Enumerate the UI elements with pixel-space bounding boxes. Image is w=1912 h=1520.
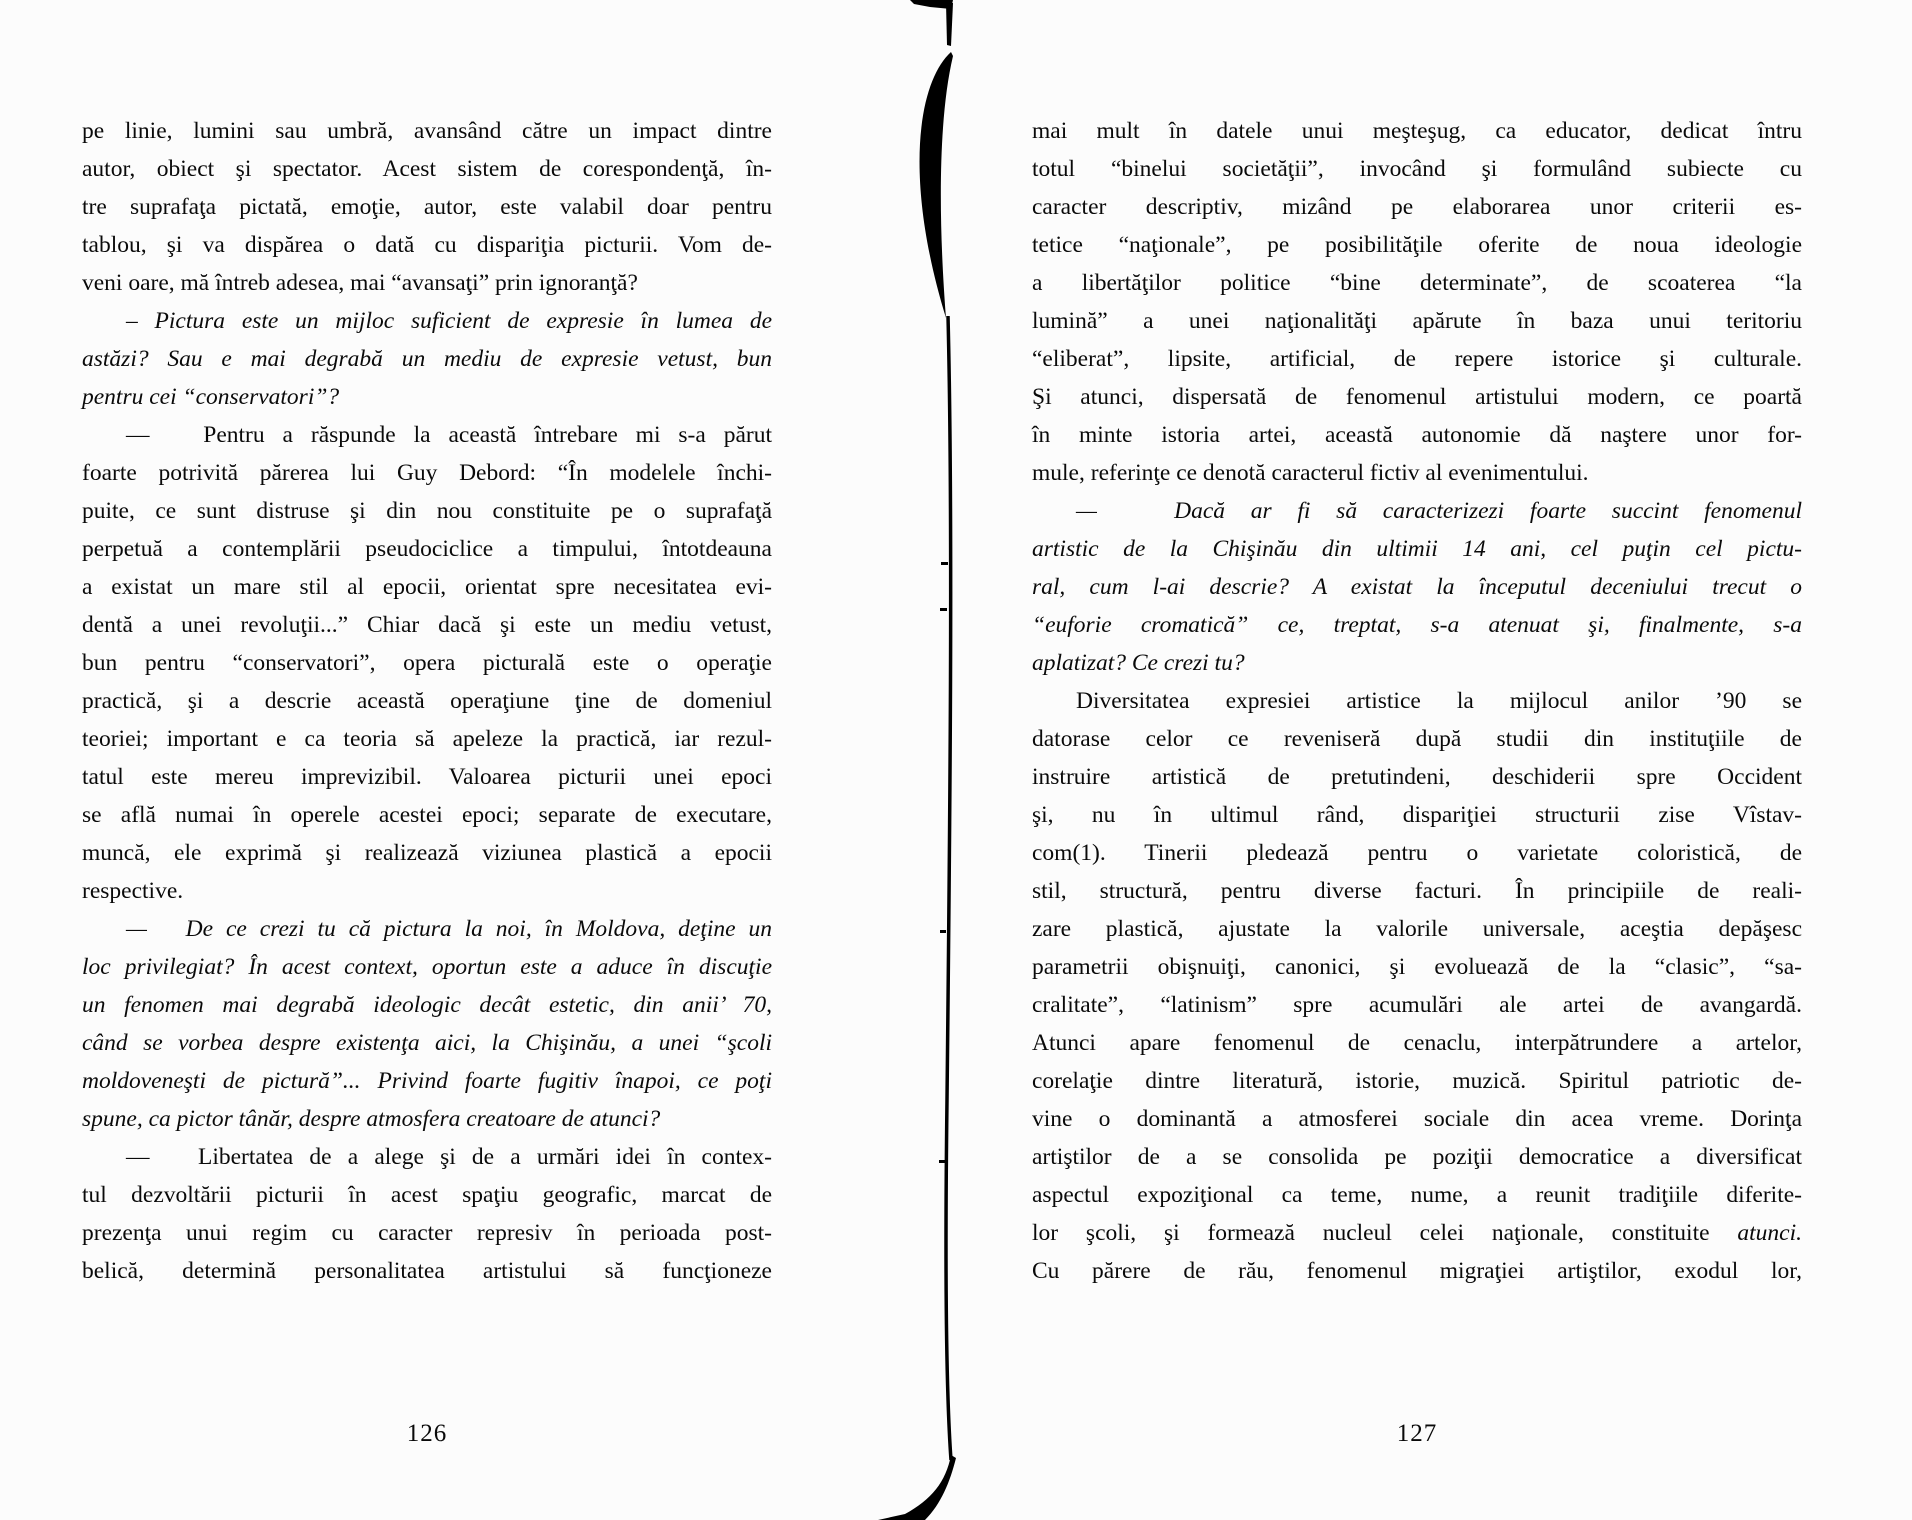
text-line: prezenţa unui regim cu caracter represiv în perioada post- (82, 1220, 772, 1246)
text-line: muncă, ele exprimă şi realizează viziunea plastică a epocii (82, 840, 772, 866)
paragraph (82, 910, 772, 1138)
text-line: – Pictura este un mijloc suficient de expresie în lumea de (126, 308, 772, 334)
text-line: pentru cei “conservatori”? (82, 384, 340, 410)
text-line: astăzi? Sau e mai degrabă un mediu de expresie vetust, bun (82, 346, 772, 372)
text-line: datorase celor ce reveniseră după studii din instituţiile de (1032, 726, 1802, 752)
paragraph (1032, 492, 1802, 682)
text-segment: lor şcoli, şi formează nucleul celei naţionale, constituite (1032, 1220, 1738, 1246)
text-line: totul “binelui societăţii”, invocând şi formulând subiecte cu (1032, 156, 1802, 182)
text-line: parametrii obişnuiţi, canonici, şi evoluează de la “clasic”, “sa- (1032, 954, 1802, 980)
text-line: tre suprafaţa pictată, emoţie, autor, este valabil doar pentru (82, 194, 772, 220)
text-line: moldoveneşti de pictură”... Privind foarte fugitiv înapoi, ce poţi (82, 1068, 772, 1094)
text-line: lumină” a unei naţionalităţi apărute în baza unui teritoriu (1032, 308, 1802, 334)
text-line: se află numai în operele acestei epoci; separate de executare, (82, 802, 772, 828)
text-line: când se vorbea despre existenţa aici, la Chişinău, a unei “şcoli (82, 1030, 772, 1056)
text-line: caracter descriptiv, mizând pe elaborarea unor criterii es- (1032, 194, 1802, 220)
text-line: mai mult în datele unui meşteşug, ca educator, dedicat întru (1032, 118, 1802, 144)
text-line: tul dezvoltării picturii în acest spaţiu geografic, marcat de (82, 1182, 772, 1208)
text-line: teoriei; important e ca teoria să apeleze la practică, iar rezul- (82, 726, 772, 752)
text-line: ral, cum l-ai descrie? A existat la începutul deceniului trecut o (1032, 574, 1802, 600)
text-line: corelaţie dintre literatură, istorie, muzică. Spiritul patriotic de- (1032, 1068, 1802, 1094)
text-line: şi, nu în ultimul rând, dispariţiei structurii zise Vîstav- (1032, 802, 1802, 828)
text-line: tablou, şi va dispărea o dată cu dispariţia picturii. Vom de- (82, 232, 772, 258)
gutter-fold-line (946, 316, 951, 1460)
text-line: aplatizat? Ce crezi tu? (1032, 650, 1245, 676)
text-line: pe linie, lumini sau umbră, avansând către un impact dintre (82, 118, 772, 144)
text-line: vine o dominantă a atmosferei sociale din acea vreme. Dorinţa (1032, 1106, 1802, 1132)
text-line: com(1). Tinerii pledează pentru o varietate coloristică, de (1032, 840, 1802, 866)
text-line: puite, ce sunt distruse şi din nou constituite pe o suprafaţă (82, 498, 772, 524)
page-right-number: 127 (1396, 1420, 1438, 1447)
text-line: loc privilegiat? În acest context, oportun este a aduce în discuţie (82, 954, 772, 980)
italic-text-segment: atunci. (1737, 1220, 1802, 1246)
gutter-bottom-blob (878, 1455, 956, 1520)
text-line: Atunci apare fenomenul de cenaclu, interpătrundere a artelor, (1032, 1030, 1802, 1056)
text-line: stil, structură, pentru diverse facturi. În principiile de reali- (1032, 878, 1802, 904)
page-right-text (1032, 112, 1802, 1290)
paragraph (82, 112, 772, 302)
page-left-number: 126 (406, 1420, 448, 1447)
text-line: tatul este mereu imprevizibil. Valoarea picturii unei epoci (82, 764, 772, 790)
text-line: spune, ca pictor tânăr, despre atmosfera creatoare de atunci? (82, 1106, 661, 1132)
paragraph (82, 416, 772, 910)
paragraph (1032, 682, 1802, 1290)
gutter-edge-ticks (939, 562, 948, 1163)
text-line: belică, determină personalitatea artistului să funcţioneze (82, 1258, 772, 1284)
text-line: instruire artistică de pretutindeni, deschiderii spre Occident (1032, 764, 1802, 790)
text-line: mule, referinţe ce denotă caracterul fictiv al evenimentului. (1032, 460, 1589, 486)
text-line: foarte potrivită părerea lui Guy Debord: “În modelele închi- (82, 460, 772, 486)
text-line: un fenomen mai degrabă ideologic decât estetic, din anii’ 70, (82, 992, 772, 1018)
gutter-crescent-blob (920, 52, 953, 318)
text-line: cralitate”, “latinism” spre acumulări ale artei de avangardă. (1032, 992, 1802, 1018)
text-line: — Dacă ar fi să caracterizezi foarte succint fenomenul (1076, 498, 1802, 524)
text-line: a libertăţilor politice “bine determinate”, de scoaterea “la (1032, 270, 1802, 296)
text-line: aspectul expoziţional ca teme, nume, a reunit tradiţiile diferite- (1032, 1182, 1802, 1208)
text-line (1032, 1214, 1802, 1252)
text-line: tetice “naţionale”, pe posibilităţile oferite de noua ideologie (1032, 232, 1802, 258)
text-line: respective. (82, 878, 184, 904)
text-line: veni oare, mă întreb adesea, mai “avansaţi” prin ignoranţă? (82, 270, 638, 296)
paragraph (82, 302, 772, 416)
text-line: dentă a unei revoluţii...” Chiar dacă şi este un mediu vetust, (82, 612, 772, 638)
gutter-top-tick (946, 3, 953, 46)
text-line: a existat un mare stil al epocii, orientat spre necesitatea evi- (82, 574, 772, 600)
text-line: perpetuă a contemplării pseudociclice a timpului, întotdeauna (82, 536, 772, 562)
paragraph (82, 1138, 772, 1290)
text-line: artistic de la Chişinău din ultimii 14 ani, cel puţin cel pictu- (1032, 536, 1802, 562)
text-line: zare plastică, ajustate la valorile universale, aceştia depăşesc (1032, 916, 1802, 942)
text-line: — Pentru a răspunde la această întrebare mi s-a părut (126, 422, 772, 448)
gutter-top-smudge (910, 0, 953, 9)
page-left-text (82, 112, 772, 1290)
text-line: autor, obiect şi spectator. Acest sistem de corespondenţă, în- (82, 156, 772, 182)
text-line: — Libertatea de a alege şi de a urmări idei în contex- (126, 1144, 772, 1170)
text-line: Diversitatea expresiei artistice la mijlocul anilor ’90 se (1076, 688, 1802, 714)
text-line: Cu părere de rău, fenomenul migraţiei artiştilor, exodul lor, (1032, 1258, 1802, 1284)
text-line: artiştilor de a se consolida pe poziţii democratice a diversificat (1032, 1144, 1802, 1170)
paragraph (1032, 112, 1802, 492)
text-line: — De ce crezi tu că pictura la noi, în Moldova, deţine un (126, 916, 772, 942)
text-line: “eliberat”, lipsite, artificial, de repere istorice şi culturale. (1032, 346, 1802, 372)
text-line: “euforie cromatică” ce, treptat, s-a atenuat şi, finalmente, s-a (1032, 612, 1802, 638)
text-line: bun pentru “conservatori”, opera picturală este o operaţie (82, 650, 772, 676)
text-line: în minte istoria artei, această autonomie dă naştere unor for- (1032, 422, 1802, 448)
text-line: practică, şi a descrie această operaţiune ţine de domeniul (82, 688, 772, 714)
text-line: Şi atunci, dispersată de fenomenul artistului modern, ce poartă (1032, 384, 1802, 410)
